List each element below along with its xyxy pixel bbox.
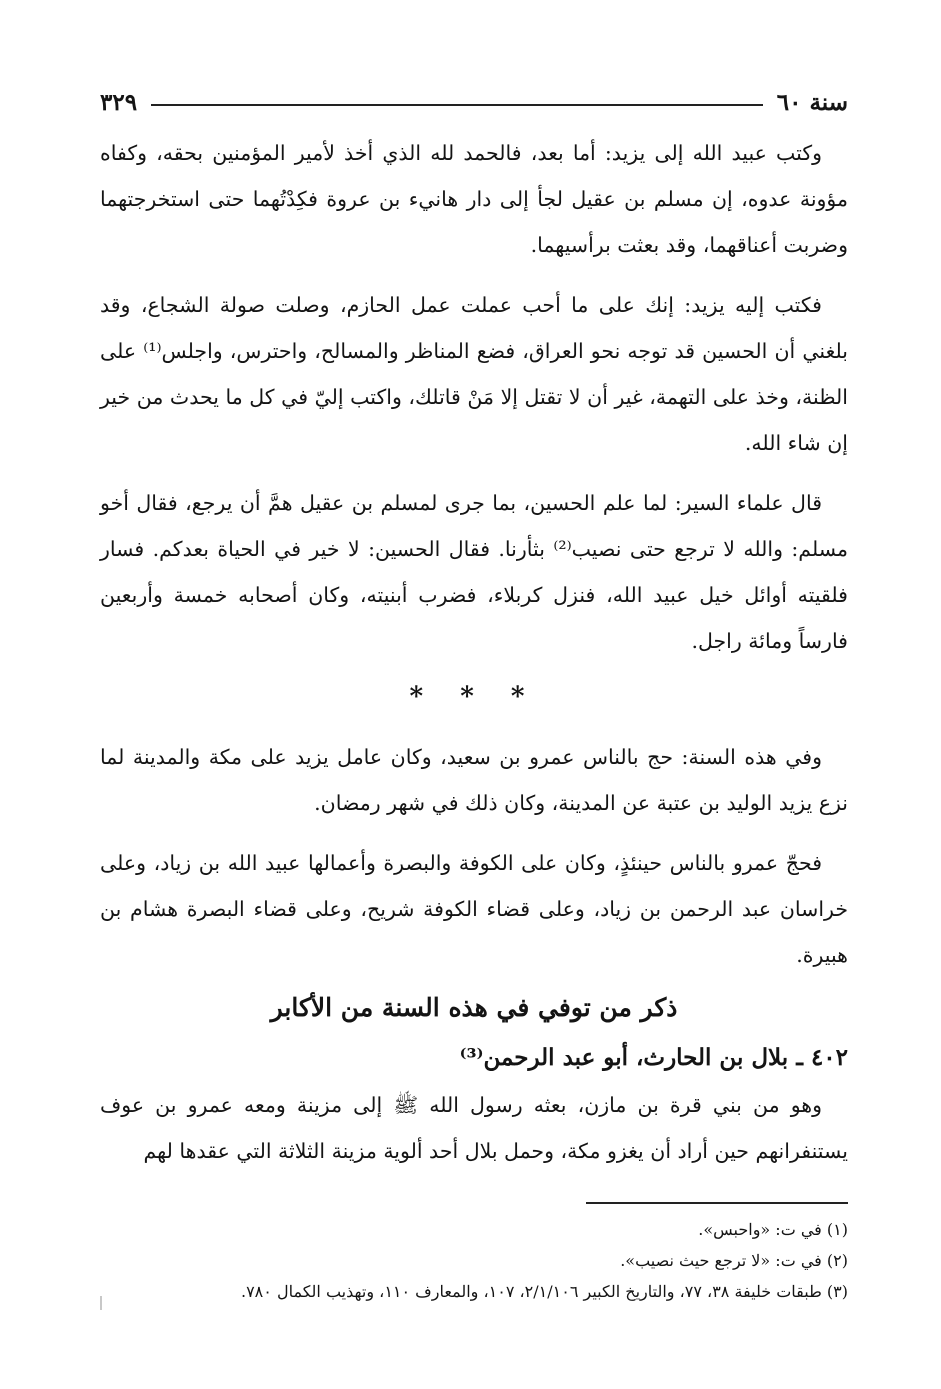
- header-rule: [151, 104, 763, 106]
- paragraph-letter-ubaydallah: وكتب عبيد الله إلى يزيد: أما بعد، فالحمد لله الذي أخذ لأمير المؤمنين بحقه، وكفاه مؤونة عدوه، إن مسلم بن عقيل لجأ إلى دار هانيء بن عروة فكِدْتُهما حتى استخرجتهما وضربت أعناقهما، وقد بعثت برأسيهما.: [100, 141, 848, 257]
- paragraph-governors: فحجّ عمرو بالناس حينئذٍ، وكان على الكوفة والبصرة وأعمالها عبيد الله بن زياد، وعلى خراسان عبد الرحمن بن زياد، وعلى قضاء الكوفة شريح، وعلى قضاء البصرة هشام بن هبيرة.: [100, 851, 848, 967]
- footnote-1: (١) في ت: «واحبس».: [698, 1220, 848, 1239]
- year-label: سنة ٦٠: [776, 88, 848, 116]
- page-number: ٣٢٩: [100, 88, 138, 116]
- entry-text: وهو من بني قرة بن مازن، بعثه رسول الله ﷺ إلى مزينة ومعه عمرو بن عوف يستنفرانهم حين أراد أن يغزو مكة، وحمل بلال أحد ألوية مزينة الثلاثة التي عقدها لهم: [100, 1093, 848, 1163]
- book-page: [100, 82, 848, 1307]
- footnote-2: (٢) في ت: «لا ترجع حيث نصيب».: [620, 1251, 848, 1270]
- margin-mark: [100, 1296, 102, 1310]
- section-separator: * * *: [409, 682, 539, 712]
- paragraph-reply-yazid: فكتب إليه يزيد: إنك على ما أحب عملت عمل الحازم، وصلت صولة الشجاع، وقد بلغني أن الحسين قد توجه نحو العراق، فضع المناظر والمسالح، واحترس، واجلس⁽¹⁾ على الظنة، وخذ على التهمة، غير أن لا تقتل إلا مَنْ قاتلك، واكتب إليّ في كل ما يحدث من خير إن شاء الله.: [100, 293, 848, 455]
- paragraph-husayn-karbala: قال علماء السير: لما علم الحسين، بما جرى لمسلم بن عقيل همَّ أن يرجع، فقال أخو مسلم: والله لا ترجع حتى نصيب⁽²⁾ بثأرنا. فقال الحسين: لا خير في الحياة بعدكم. فسار فلقيته أوائل خيل عبيد الله، فنزل كربلاء، فضرب أبنيته، وكان أصحابه خمسة وأربعين فارساً ومائة راجل.: [100, 491, 848, 653]
- footnote-rule: [586, 1202, 848, 1204]
- footnote-3: (٣) طبقات خليفة ٣٨، ٧٧، والتاريخ الكبير ٢/١/١٠٦، ١٠٧، والمعارف ١١٠، وتهذيب الكمال ٧٨٠.: [240, 1282, 848, 1301]
- running-header: [100, 82, 848, 122]
- section-heading: ذكر من توفي في هذه السنة من الأكابر: [270, 993, 678, 1022]
- entry-title: ٤٠٢ ـ بلال بن الحارث، أبو عبد الرحمن⁽³⁾: [459, 1044, 848, 1071]
- paragraph-hajj: وفي هذه السنة: حج بالناس عمرو بن سعيد، وكان عامل يزيد على مكة والمدينة لما نزع يزيد الوليد بن عتبة عن المدينة، وكان ذلك في شهر رمضان.: [100, 745, 848, 815]
